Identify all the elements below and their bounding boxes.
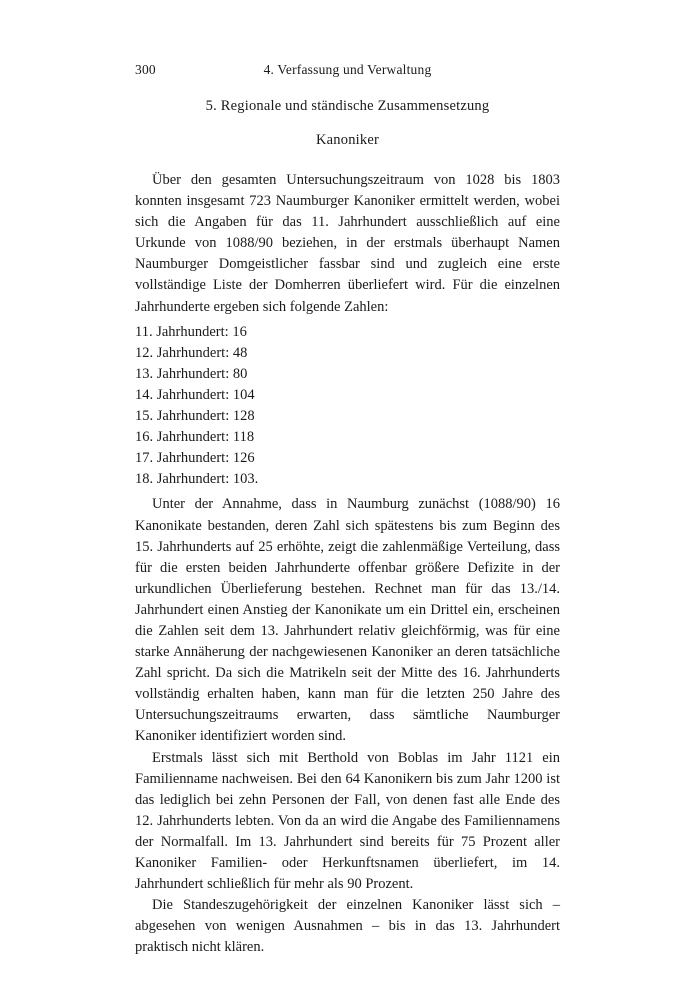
list-item: 14. Jahrhundert: 104 bbox=[135, 386, 255, 403]
list-item: 13. Jahrhundert: 80 bbox=[135, 365, 248, 382]
page-header bbox=[135, 62, 560, 84]
list-item: 18. Jahrhundert: 103. bbox=[135, 471, 259, 488]
body-text bbox=[135, 170, 560, 958]
list-item: 16. Jahrhundert: 118 bbox=[135, 429, 255, 446]
list-item: 12. Jahrhundert: 48 bbox=[135, 344, 248, 361]
page-number: 300 bbox=[135, 62, 156, 77]
running-head: 4. Verfassung und Verwaltung bbox=[263, 62, 432, 77]
text-column bbox=[135, 62, 560, 958]
paragraph-distribution: Unter der Annahme, dass in Naumburg zunächst (1088/90) 16 Kanonikate bestanden, deren Zahl sich spätestens bis zum Beginn des 15. Jahrhunderts auf 25 erhöhte, zeigt die zahlenmäßige Verteilung, dass für die ersten beiden Jahrhunderte offenbar größere Defizite in der urkundlichen Überlieferung bestehen. Rechnet man für das 13./14. Jahrhundert einen Anstieg der Kanonikate um ein Drittel ein, erscheinen die Zahlen seit dem 13. Jahrhundert relativ gleichförmig, was für eine starke Annäherung der nachgewiesenen Kanoniker an deren tatsächliche Zahl spricht. Da sich die Matrikeln seit der Mitte des 16. Jahrhunderts vollständig erhalten haben, kann man für die letzten 250 Jahre des Untersuchungszeitraums erwarten, dass sämtliche Naumburger Kanoniker identifiziert worden sind. bbox=[135, 496, 560, 745]
paragraph-social-status: Die Standeszugehörigkeit der einzelnen Kanoniker lässt sich – abgesehen von wenigen Ausnahmen – bis in das 13. Jahrhundert praktisch nicht klären. bbox=[135, 897, 560, 956]
century-count-list bbox=[135, 322, 560, 491]
list-item: 17. Jahrhundert: 126 bbox=[135, 450, 255, 467]
subsection-title: Kanoniker bbox=[315, 132, 379, 148]
list-item: 15. Jahrhundert: 128 bbox=[135, 408, 255, 425]
paragraph-family-names: Erstmals lässt sich mit Berthold von Boblas im Jahr 1121 ein Familienname nachweisen. Bei den 64 Kanonikern bis zum Jahr 1200 ist das lediglich bei zehn Personen der Fall, von denen fast alle Ende des 12. Jahrhunderts lebten. Von da an wird die Angabe des Familiennamens der Normalfall. Im 13. Jahrhundert sind bereits für 75 Prozent aller Kanoniker Familien- oder Herkunftsnamen überliefert, im 14. Jahrhundert schließlich für mehr als 90 Prozent. bbox=[135, 749, 560, 893]
section-title: 5. Regionale und ständische Zusammensetzung bbox=[205, 98, 490, 114]
list-item: 11. Jahrhundert: 16 bbox=[135, 323, 247, 340]
paragraph-intro: Über den gesamten Untersuchungszeitraum von 1028 bis 1803 konnten insgesamt 723 Naumburger Kanoniker ermittelt werden, wobei sich die Angaben für das 11. Jahrhundert ausschließlich auf eine Urkunde von 1088/90 beziehen, in der erstmals überhaupt Namen Naumburger Domgeistlicher fassbar sind und zugleich eine erste vollständige Liste der Domherren überliefert wird. Für die einzelnen Jahrhunderte ergeben sich folgende Zahlen: bbox=[135, 172, 560, 315]
